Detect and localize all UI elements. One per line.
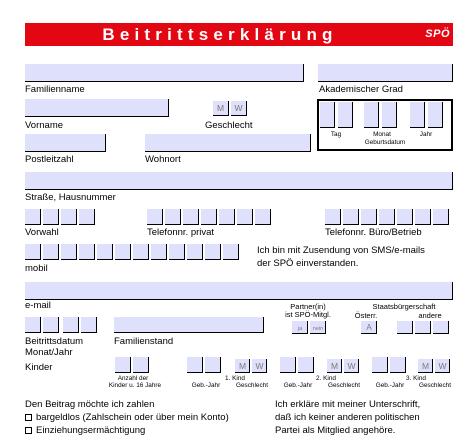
email-label: e-mail: [25, 300, 51, 311]
kind3-label: 3. Kind: [406, 375, 426, 382]
kind3-m-label: M: [421, 361, 430, 371]
anzahl-kinder-field-2[interactable]: [133, 357, 149, 373]
mobil-field-11[interactable]: [205, 244, 221, 260]
beitrittsdatum-field-4[interactable]: [81, 317, 97, 333]
familienname-label: Familienname: [25, 84, 85, 95]
telefon-buero-field-4[interactable]: [379, 209, 395, 225]
kind1-gebjahr-label: Geb.-Jahr: [191, 382, 221, 389]
gender-w-label: W: [234, 103, 243, 113]
partner-label-line1: Partner(in): [290, 302, 326, 311]
kind3-geschlecht-label: Geschlecht: [419, 382, 451, 389]
sms-consent-line2: der SPÖ einverstanden.: [257, 258, 359, 269]
wohnort-label: Wohnort: [145, 154, 181, 165]
kind3-jahr-field-2[interactable]: [390, 357, 406, 373]
payment-option2-label: Einziehungsermächtigung: [36, 425, 146, 436]
kind1-jahr-field-2[interactable]: [205, 357, 221, 373]
spo-logo: SPÖ: [425, 28, 450, 40]
mobil-field-2[interactable]: [43, 244, 59, 260]
telefon-privat-field-4[interactable]: [201, 209, 217, 225]
email-field[interactable]: [25, 282, 453, 300]
strasse-label: Straße, Hausnummer: [25, 192, 116, 203]
postleitzahl-label: Postleitzahl: [25, 154, 74, 165]
telefon-privat-field-6[interactable]: [237, 209, 253, 225]
kind2-w-label: W: [347, 361, 356, 371]
tag-label: Tag: [330, 131, 342, 138]
oesterr-box-label: A: [366, 323, 372, 332]
staatsbuerger-label: Staatsbürgerschaft: [372, 302, 436, 311]
mobil-field-7[interactable]: [133, 244, 149, 260]
anzahl-kinder-field-1[interactable]: [115, 357, 131, 373]
payment-option1-label: bargeldlos (Zahlschein oder über mein Konto): [36, 412, 229, 423]
mobil-field-6[interactable]: [115, 244, 131, 260]
mobil-field-9[interactable]: [169, 244, 185, 260]
familienname-field[interactable]: [25, 64, 304, 82]
monat-label: Monat: [373, 131, 391, 138]
kind1-label: 1. Kind: [225, 375, 245, 382]
familienstand-field[interactable]: [114, 317, 264, 333]
mobil-field-1[interactable]: [25, 244, 41, 260]
vorwahl-field-1[interactable]: [25, 209, 41, 225]
geburtsdatum-label: Geburtsdatum: [364, 139, 406, 146]
beitrittsdatum-field-2[interactable]: [43, 317, 59, 333]
andere-label: andere: [418, 311, 442, 320]
telefon-buero-field-2[interactable]: [343, 209, 359, 225]
telefon-privat-field-1[interactable]: [147, 209, 163, 225]
partner-label-line2: ist SPÖ-Mitgl.: [285, 310, 331, 319]
kind2-jahr-field-2[interactable]: [298, 357, 314, 373]
kind3-gebjahr-label: Geb.-Jahr: [375, 382, 405, 389]
telefon-buero-field-5[interactable]: [397, 209, 413, 225]
kind1-m-label: M: [238, 361, 247, 371]
andere-field-1[interactable]: [397, 321, 413, 334]
kind2-gebjahr-label: Geb.-Jahr: [283, 382, 313, 389]
mobil-field-8[interactable]: [151, 244, 167, 260]
wohnort-field[interactable]: [145, 134, 311, 152]
mobil-field-3[interactable]: [61, 244, 77, 260]
kinder-label: Kinder: [25, 362, 53, 373]
anzahl-kinder-label-line1: Anzahl der: [117, 375, 149, 382]
vorname-field[interactable]: [25, 99, 169, 117]
telefon-buero-field-1[interactable]: [325, 209, 341, 225]
telefon-privat-field-5[interactable]: [219, 209, 235, 225]
telefon-buero-label: Telefonnr. Büro/Betrieb: [325, 227, 422, 238]
vorname-label: Vorname: [25, 120, 64, 131]
kind2-m-label: M: [330, 361, 339, 371]
jahr-label: Jahr: [419, 131, 433, 138]
kind2-jahr-field-1[interactable]: [280, 357, 296, 373]
declaration-line1: Ich erkläre mit meiner Unterschrift,: [275, 399, 421, 410]
kind2-geschlecht-label: Geschlecht: [328, 382, 360, 389]
telefon-privat-label: Telefonnr. privat: [147, 227, 215, 238]
telefon-privat-field-7[interactable]: [255, 209, 271, 225]
form-title: Beitrittserklärung: [102, 25, 338, 44]
telefon-buero-field-3[interactable]: [361, 209, 377, 225]
beitrittsdatum-label-line2: Monat/Jahr: [25, 347, 73, 358]
monat-field-1[interactable]: [364, 102, 379, 128]
declaration-line2: daß ich keiner anderen politischen: [275, 412, 420, 423]
kind1-w-label: W: [255, 361, 264, 371]
payment-option1-checkbox[interactable]: [25, 414, 32, 421]
partner-nein-label: nein: [312, 326, 324, 332]
header-banner: [25, 23, 453, 46]
payment-intro: Den Beitrag möchte ich zahlen: [25, 399, 155, 410]
andere-field-3[interactable]: [433, 321, 449, 334]
kind1-jahr-field-1[interactable]: [187, 357, 203, 373]
kind3-jahr-field-1[interactable]: [372, 357, 388, 373]
tag-field-1[interactable]: [320, 102, 335, 128]
telefon-privat-field-3[interactable]: [183, 209, 199, 225]
tag-field-2[interactable]: [338, 102, 353, 128]
beitrittsdatum-field-1[interactable]: [25, 317, 41, 333]
telefon-buero-field-6[interactable]: [415, 209, 431, 225]
postleitzahl-field[interactable]: [25, 134, 106, 152]
vorwahl-label: Vorwahl: [25, 227, 59, 238]
mobil-field-10[interactable]: [187, 244, 203, 260]
declaration-line3: Partei als Mitglied angehöre.: [275, 425, 396, 436]
telefon-buero-field-7[interactable]: [433, 209, 449, 225]
kind3-w-label: W: [438, 361, 447, 371]
vorwahl-field-3[interactable]: [61, 209, 77, 225]
vorwahl-field-4[interactable]: [79, 209, 95, 225]
oesterr-label: Österr.: [354, 311, 378, 320]
mobil-field-4[interactable]: [79, 244, 95, 260]
andere-field-2[interactable]: [415, 321, 431, 334]
kind1-geschlecht-label: Geschlecht: [236, 382, 268, 389]
jahr-field-2[interactable]: [428, 102, 443, 128]
partner-ja-label: ja: [297, 326, 303, 332]
akademischer-grad-field[interactable]: [318, 64, 453, 82]
mobil-field-5[interactable]: [97, 244, 113, 260]
familienstand-label: Familienstand: [114, 336, 174, 347]
telefon-privat-field-2[interactable]: [165, 209, 181, 225]
strasse-field[interactable]: [25, 172, 453, 190]
mobil-label: mobil: [25, 263, 48, 274]
anzahl-kinder-label-line2: Kinder u. 16 Jahre: [108, 382, 162, 389]
geschlecht-label: Geschlecht: [205, 120, 253, 131]
payment-option2-checkbox[interactable]: [25, 427, 32, 434]
mobil-field-12[interactable]: [223, 244, 239, 260]
vorwahl-field-2[interactable]: [43, 209, 59, 225]
beitrittsdatum-label-line1: Beitrittsdatum: [25, 336, 84, 347]
akademischer-grad-label: Akademischer Grad: [319, 84, 403, 95]
beitrittsdatum-field-3[interactable]: [63, 317, 79, 333]
kind2-label: 2. Kind: [316, 375, 336, 382]
monat-field-2[interactable]: [382, 102, 397, 128]
gender-m-label: M: [216, 103, 225, 113]
sms-consent-line1: Ich bin mit Zusendung von SMS/e-mails: [257, 245, 425, 256]
jahr-field-1[interactable]: [410, 102, 425, 128]
